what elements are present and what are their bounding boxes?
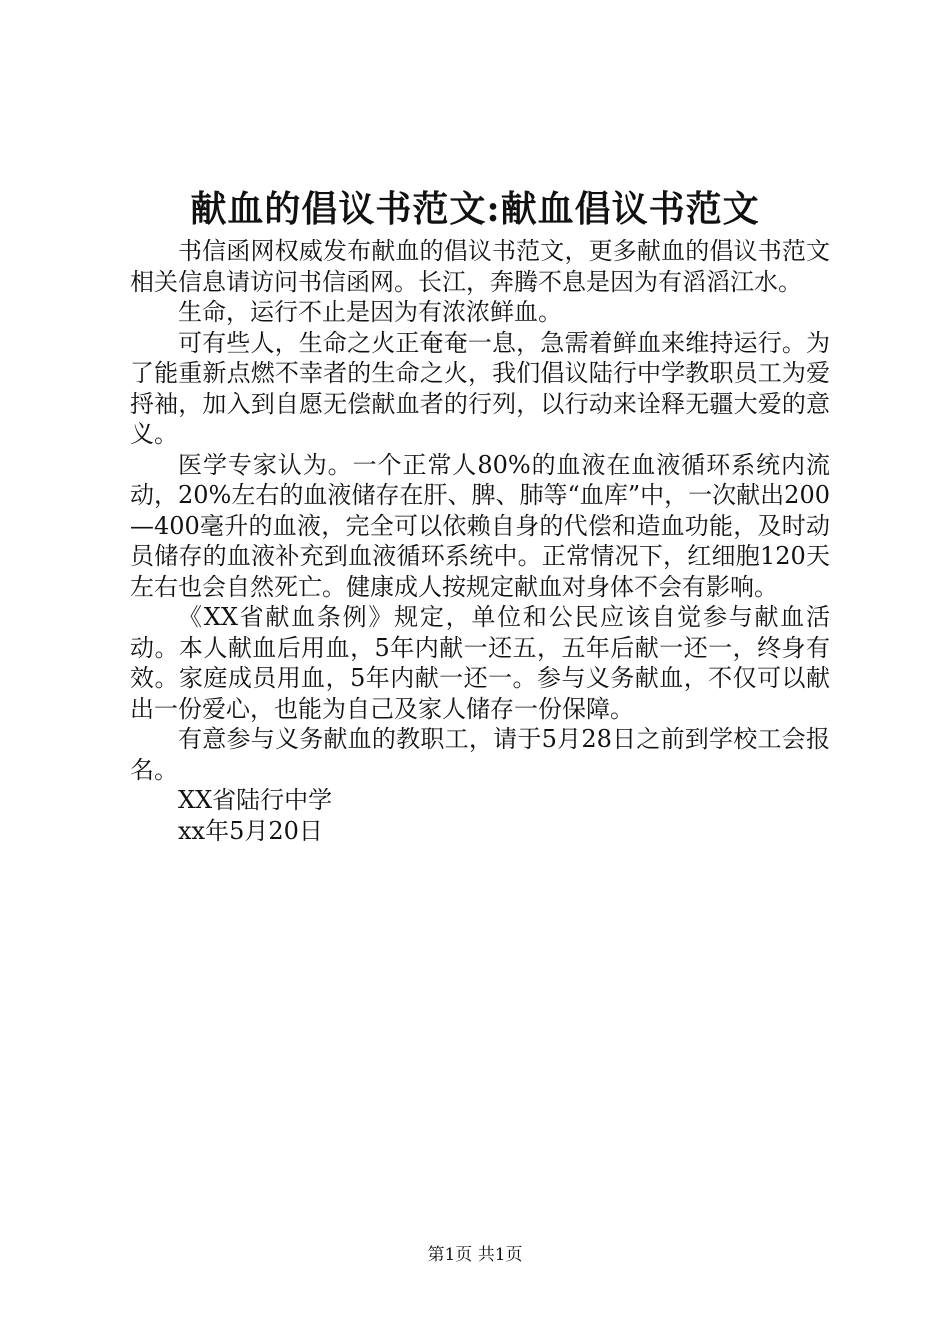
paragraph-signup: 有意参与义务献血的教职工，请于5月28日之前到学校工会报名。 [130, 725, 830, 784]
paragraph-life: 生命，运行不止是因为有浓浓鲜血。 [178, 298, 562, 326]
paragraph-appeal: 可有些人，生命之火正奄奄一息，急需着鲜血来维持运行。为了能重新点燃不幸者的生命之火，我们倡议陆行中学教职员工为爱捋袖，加入到自愿无偿献血者的行列，以行动来诠释无疆大爱的意义。 [130, 328, 830, 448]
document-body [130, 236, 830, 846]
paragraph-intro: 书信函网权威发布献血的倡议书范文，更多献血的倡议书范文相关信息请访问书信函网。长江，奔腾不息是因为有滔滔江水。 [130, 237, 830, 296]
page-number: 第1页 共1页 [427, 1245, 523, 1265]
paragraph-regulation: 《XX省献血条例》规定，单位和公民应该自觉参与献血活动。本人献血后用血，5年内献一还五，五年后献一还一，终身有效。家庭成员用血，5年内献一还一。参与义务献血，不仅可以献出一份爱心，也能为自己及家人储存一份保障。 [130, 603, 830, 723]
paragraph-medical: 医学专家认为。一个正常人80%的血液在血液循环系统内流动，20%左右的血液储存在肝、脾、肺等“血库”中，一次献出200—400毫升的血液，完全可以依赖自身的代偿和造血功能，及时动员储存的血液补充到血液循环系统中。正常情况下，红细胞120天左右也会自然死亡。健康成人按规定献血对身体不会有影响。 [130, 450, 830, 601]
signature-organization: XX省陆行中学 [178, 786, 333, 814]
document-title: 献血的倡议书范文:献血倡议书范文 [190, 188, 760, 230]
signature-date: xx年5月20日 [178, 816, 323, 845]
